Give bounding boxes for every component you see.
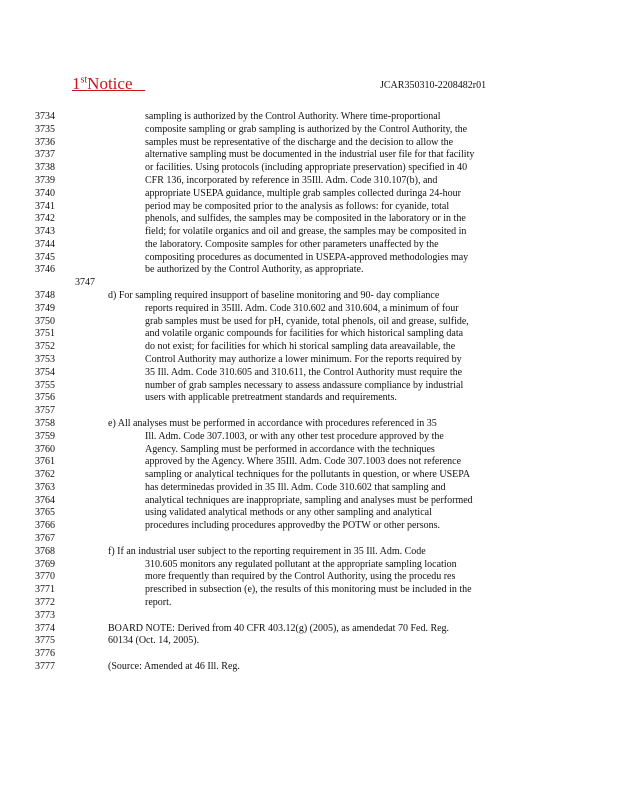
line-text: has determinedas provided in 35 Ill. Adm. Code 310.602 that sampling and xyxy=(145,482,446,493)
line-number: 3761 xyxy=(35,456,55,467)
line-number: 3763 xyxy=(35,482,55,493)
line-number: 3736 xyxy=(35,137,55,148)
line-number: 3755 xyxy=(35,380,55,391)
line-text: prescribed in subsection (e), the results of this monitoring must be included in the xyxy=(145,584,472,595)
line-number: 3769 xyxy=(35,559,55,570)
line-number: 3772 xyxy=(35,597,55,608)
line-text: using validated analytical methods or any other sampling and analytical xyxy=(145,507,432,518)
line-number: 3741 xyxy=(35,201,55,212)
line-number: 3777 xyxy=(35,661,55,672)
line-number: 3771 xyxy=(35,584,55,595)
line-number: 3737 xyxy=(35,149,55,160)
line-text: Control Authority may authorize a lower minimum. For the reports required by xyxy=(145,354,462,365)
line-number: 3776 xyxy=(35,648,55,659)
line-text: phenols, and sulfides, the samples may be composited in the laboratory or in the xyxy=(145,213,466,224)
line-number: 3758 xyxy=(35,418,55,429)
line-text: the laboratory. Composite samples for other parameters unaffected by the xyxy=(145,239,439,250)
line-number: 3768 xyxy=(35,546,55,557)
line-text: or facilities. Using protocols (including appropriate preservation) specified in 40 xyxy=(145,162,468,173)
line-text: report. xyxy=(145,597,172,608)
line-number: 3756 xyxy=(35,392,55,403)
line-number: 3734 xyxy=(35,111,55,122)
line-number: 3749 xyxy=(35,303,55,314)
line-text: number of grab samples necessary to assess andassure compliance by industrial xyxy=(145,380,464,391)
line-text: more frequently than required by the Control Authority, using the procedu res xyxy=(145,571,456,582)
line-number: 3742 xyxy=(35,213,55,224)
line-number: 3765 xyxy=(35,507,55,518)
line-text: compositing procedures as documented in USEPA-approved methodologies may xyxy=(145,252,469,263)
line-number: 3750 xyxy=(35,316,55,327)
line-text: reports required in 35Ill. Adm. Code 310.602 and 310.604, a minimum of four xyxy=(145,303,459,314)
line-number: 3747 xyxy=(75,277,95,288)
line-number: 3757 xyxy=(35,405,55,416)
line-text: samples must be representative of the discharge and the decision to allow the xyxy=(145,137,454,148)
line-number: 3748 xyxy=(35,290,55,301)
line-text: appropriate USEPA guidance, multiple grab samples collected duringa 24-hour xyxy=(145,188,461,199)
document-code: JCAR350310-2208482r01 xyxy=(380,80,487,91)
line-number: 3759 xyxy=(35,431,55,442)
line-text: approved by the Agency. Where 35Ill. Adm. Code 307.1003 does not reference xyxy=(145,456,462,467)
line-text: sampling is authorized by the Control Authority. Where time-proportional xyxy=(145,111,441,122)
line-number: 3764 xyxy=(35,495,55,506)
line-text: e) All analyses must be performed in accordance with procedures referenced in 35 xyxy=(108,418,437,429)
line-text: field; for volatile organics and oil and grease, the samples may be composited in xyxy=(145,226,467,237)
line-text: procedures including procedures approvedby the POTW or other persons. xyxy=(145,520,441,531)
line-number: 3751 xyxy=(35,328,55,339)
line-text: alternative sampling must be documented in the industrial user file for that facility xyxy=(145,149,475,160)
line-number: 3754 xyxy=(35,367,55,378)
line-text: do not exist; for facilities for which hi storical sampling data areavailable, the xyxy=(145,341,456,352)
line-text: and volatile organic compounds for facilities for which historical sampling data xyxy=(145,328,464,339)
line-text: sampling or analytical techniques for the pollutants in question, or where USEPA xyxy=(145,469,471,480)
line-number: 3753 xyxy=(35,354,55,365)
line-text: period may be composited prior to the analysis as follows: for cyanide, total xyxy=(145,201,450,212)
line-text: composite sampling or grab sampling is authorized by the Control Authority, the xyxy=(145,124,468,135)
line-text: 60134 (Oct. 14, 2005). xyxy=(108,635,200,646)
line-text: BOARD NOTE: Derived from 40 CFR 403.12(g) (2005), as amendedat 70 Fed. Reg. xyxy=(108,623,450,634)
line-number: 3766 xyxy=(35,520,55,531)
line-text: grab samples must be used for pH, cyanide, total phenols, oil and grease, sulfide, xyxy=(145,316,469,327)
line-number: 3743 xyxy=(35,226,55,237)
line-number: 3739 xyxy=(35,175,55,186)
line-number: 3775 xyxy=(35,635,55,646)
line-text: Ill. Adm. Code 307.1003, or with any other test procedure approved by the xyxy=(145,431,444,442)
line-number: 3744 xyxy=(35,239,55,250)
line-text: (Source: Amended at 46 Ill. Reg. xyxy=(108,661,240,672)
line-text: users with applicable pretreatment standards and requirements. xyxy=(145,392,397,403)
line-text: d) For sampling required insupport of baseline monitoring and 90- day compliance xyxy=(108,290,440,301)
line-number: 3740 xyxy=(35,188,55,199)
line-text: 310.605 monitors any regulated pollutant at the appropriate sampling location xyxy=(145,559,457,570)
line-number: 3752 xyxy=(35,341,55,352)
line-text: analytical techniques are inappropriate, sampling and analyses must be performed xyxy=(145,495,473,506)
line-text: be authorized by the Control Authority, as appropriate. xyxy=(145,264,364,275)
line-number: 3762 xyxy=(35,469,55,480)
line-number: 3745 xyxy=(35,252,55,263)
line-text: 35 Ill. Adm. Code 310.605 and 310.611, the Control Authority must require the xyxy=(145,367,463,378)
line-number: 3773 xyxy=(35,610,55,621)
line-number: 3735 xyxy=(35,124,55,135)
line-text: CFR 136, incorporated by reference in 35Ill. Adm. Code 310.107(b), and xyxy=(145,175,438,186)
line-number: 3774 xyxy=(35,623,55,634)
line-number: 3767 xyxy=(35,533,55,544)
line-number: 3760 xyxy=(35,444,55,455)
notice-title: 1stNotice xyxy=(72,74,133,93)
line-number: 3770 xyxy=(35,571,55,582)
line-text: f) If an industrial user subject to the reporting requirement in 35 Ill. Adm. Code xyxy=(108,546,426,557)
line-number: 3746 xyxy=(35,264,55,275)
line-number: 3738 xyxy=(35,162,55,173)
line-text: Agency. Sampling must be performed in accordance with the techniques xyxy=(145,444,435,455)
